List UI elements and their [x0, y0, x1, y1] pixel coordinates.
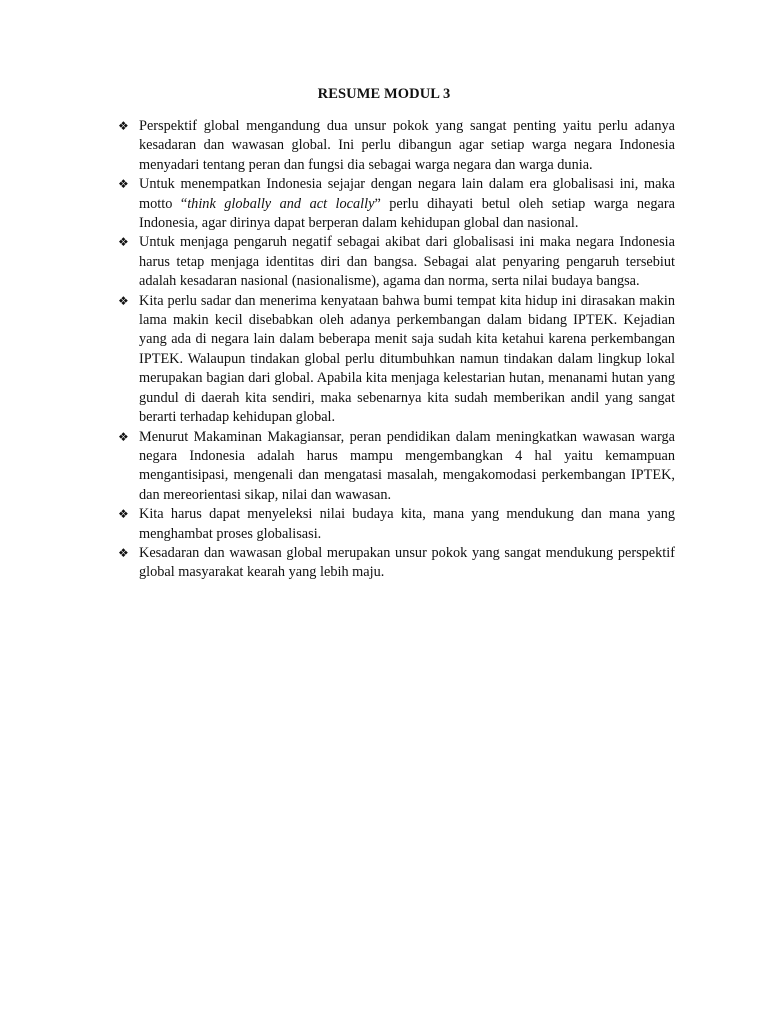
list-item-text: Kita harus dapat menyeleksi nilai budaya kita, mana yang mendukung dan mana yang menghambat proses globalisasi.: [139, 506, 675, 542]
list-item: [118, 292, 675, 428]
diamond-bullet-icon: ❖: [118, 545, 129, 560]
bullet-list: [118, 117, 675, 583]
list-item-text-before: Untuk menempatkan Indonesia sejajar dengan negara lain dalam era globalisasi ini, maka motto “: [139, 176, 675, 212]
diamond-bullet-icon: ❖: [118, 507, 129, 522]
list-item-text: Kesadaran dan wawasan global merupakan unsur pokok yang sangat mendukung perspektif global masyarakat kearah yang lebih maju.: [139, 544, 675, 581]
list-item: [118, 428, 675, 506]
diamond-bullet-icon: ❖: [118, 119, 129, 133]
list-item: [118, 175, 675, 233]
list-item-text: Kita perlu sadar dan menerima kenyataan bahwa bumi tempat kita hidup ini dirasakan makin lama makin kecil disebabkan oleh adanya perkembangan dalam bidang IPTEK. Kejadian yang ada di negara lain dalam beberapa menit saja sudah kita ketahui karena perkembangan IPTEK. Walaupun tindakan global perlu ditumbuhkan namun tindakan dalam lingkup lokal merupakan bagian dari global. Apabila kita menjaga kelestarian hutan, menanami hutan yang gundul di daerah kita sendiri, maka sebenarnya kita sudah memberikan andil yang sangat berarti terhadap kehidupan global.: [139, 292, 675, 426]
motto-text: think globally and act locally: [187, 195, 375, 212]
diamond-bullet-icon: ❖: [118, 235, 129, 250]
list-item-text: Menurut Makaminan Makagiansar, peran pendidikan dalam meningkatkan wawasan warga negara Indonesia adalah harus mampu mengembangkan 4 hal yaitu kemampuan mengantisipasi, mengenali dan mengatasi masalah, mengakomodasi perkembangan IPTEK, dan mereorientasi sikap, nilai dan wawasan.: [139, 428, 675, 503]
diamond-bullet-icon: ❖: [118, 293, 129, 308]
diamond-bullet-icon: ❖: [118, 177, 129, 192]
diamond-bullet-icon: ❖: [118, 429, 129, 444]
list-item: [118, 233, 675, 291]
list-item: [118, 505, 675, 544]
list-item: [118, 117, 675, 175]
list-item-text: Untuk menjaga pengaruh negatif sebagai akibat dari globalisasi ini maka negara Indonesia harus tetap menjaga identitas diri dan bangsa. Sebagai alat penyaring pengaruh tersebiut adalah kesadaran nasional (nasionalisme), agama dan norma, serta nilai budaya bangsa.: [139, 234, 675, 290]
list-item-text: [139, 176, 675, 231]
list-item-text: Perspektif global mengandung dua unsur pokok yang sangat penting yaitu perlu adanya kesadaran dan wawasan global. Ini perlu dibangun agar setiap warga negara Indonesia menyadari tentang peran dan fungsi dia sebagai warga negara dan warga dunia.: [139, 118, 675, 173]
document-title: RESUME MODUL 3: [317, 86, 451, 102]
list-item-text-after: ” perlu dihayati betul oleh setiap warga negara Indonesia, agar dirinya dapat berperan dalam kehidupan global dan nasional.: [139, 195, 675, 232]
list-item: [118, 544, 675, 583]
